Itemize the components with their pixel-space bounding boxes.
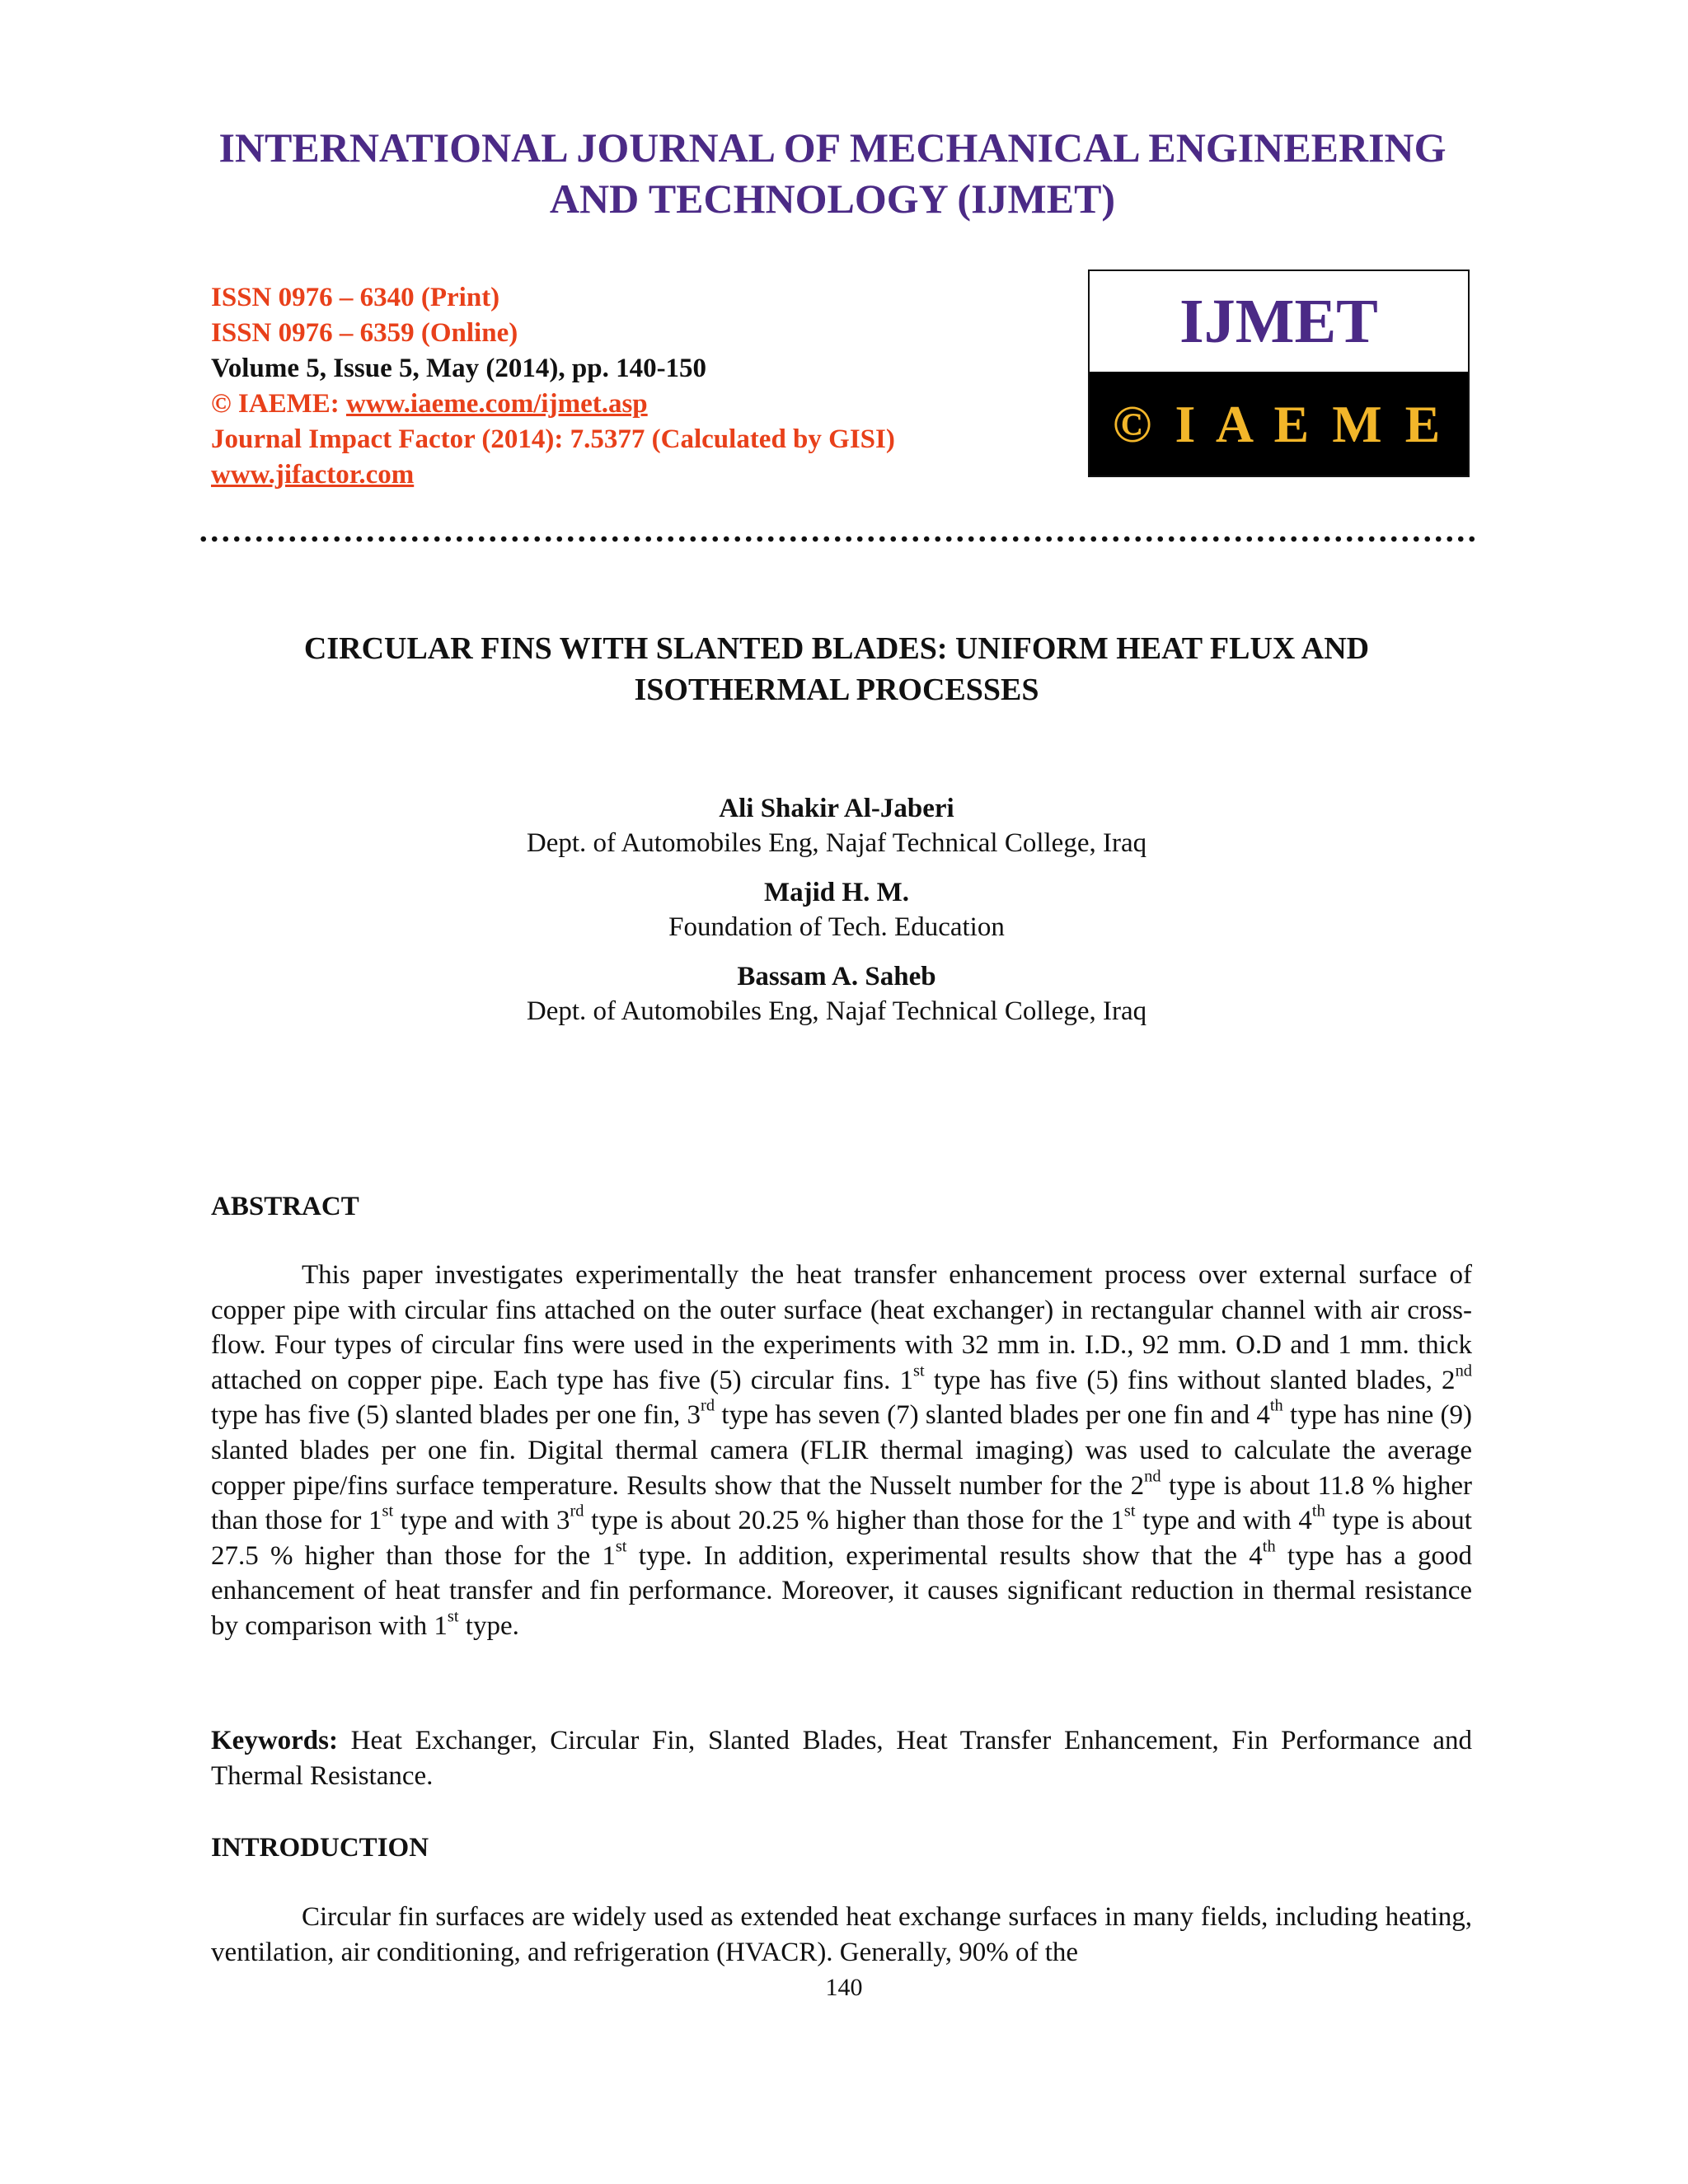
abstract-segment: type has nine (9) slanted blades per one fin. Digital thermal camera (FLIR thermal imaging) was used to calculate the average copper pipe/fins surface temperature. Results show that the Nusselt number for the 2 [211, 1400, 1472, 1501]
jifactor-link[interactable]: www.jifactor.com [211, 460, 415, 490]
abstract-segment: This paper investigates experimentally the heat transfer enhancement process over external surface of copper pipe with circular fins attached on the outer surface (heat exchanger) in rectangular channel with air cross-flow. Four types of circular fins were used in the experiments with 32 mm in. I.D., 92 mm. O.D and 1 mm. thick attached on copper pipe. Each type has five (5) circular fins. 1 [211, 1260, 1472, 1395]
ordinal-suffix: th [1262, 1537, 1276, 1556]
abstract-segment: type. [458, 1610, 519, 1641]
ordinal-suffix: st [913, 1361, 925, 1380]
impact-factor: Journal Impact Factor (2014): 7.5377 (Calculated by GISI) [211, 424, 895, 454]
keywords-paragraph [211, 1723, 1472, 1793]
keywords-label: Keywords: [211, 1726, 338, 1755]
issn-online: ISSN 0976 – 6359 (Online) [211, 318, 518, 348]
iaeme-line [211, 387, 895, 422]
dotted-divider [198, 536, 1475, 542]
author-name: Majid H. M. [764, 878, 909, 907]
journal-title-line1: INTERNATIONAL JOURNAL OF MECHANICAL ENGINEERING [218, 124, 1447, 171]
ordinal-suffix: nd [1455, 1361, 1472, 1380]
journal-title-line2: AND TECHNOLOGY (IJMET) [549, 176, 1116, 222]
introduction-text: Circular fin surfaces are widely used as extended heat exchange surfaces in many fields, including heating, ventilation, air conditioning, and refrigeration (HVACR). Generally, 90% of the [211, 1902, 1472, 1967]
author-affiliation: Dept. of Automobiles Eng, Najaf Technical College, Iraq [526, 996, 1147, 1026]
page-number: 140 [825, 1974, 863, 2001]
ordinal-suffix: st [382, 1502, 394, 1521]
ordinal-suffix: nd [1144, 1467, 1161, 1486]
abstract-segment: type has a good enhancement of heat transfer and fin performance. Moreover, it causes significant reduction in thermal resistance by comparison with 1 [211, 1540, 1473, 1641]
author [247, 875, 1426, 944]
logo-iaeme-text: © I A E M E [1090, 372, 1468, 477]
abstract-segment: type is about 20.25 % higher than those for the 1 [584, 1506, 1124, 1536]
introduction-heading: INTRODUCTION [211, 1833, 429, 1863]
abstract-heading: ABSTRACT [211, 1192, 359, 1221]
iaeme-prefix: © IAEME: [211, 389, 346, 419]
ordinal-suffix: rd [570, 1502, 584, 1521]
paper-title-line2: ISOTHERMAL PROCESSES [634, 673, 1039, 707]
ordinal-suffix: st [447, 1607, 459, 1626]
ordinal-suffix: th [1269, 1397, 1283, 1416]
abstract-segment: type. In addition, experimental results show that the 4 [626, 1540, 1263, 1571]
ijmet-logo [1088, 269, 1470, 477]
volume-info: Volume 5, Issue 5, May (2014), pp. 140-150 [211, 354, 707, 383]
ordinal-suffix: st [615, 1537, 627, 1556]
abstract-segment: type has seven (7) slanted blades per one fin and 4 [715, 1400, 1270, 1431]
logo-ijmet-text: IJMET [1090, 271, 1468, 372]
abstract-text [211, 1258, 1472, 1644]
author-affiliation: Foundation of Tech. Education [668, 912, 1005, 942]
abstract-segment: type has five (5) slanted blades per one fin, 3 [211, 1400, 701, 1431]
paper-title-line1: CIRCULAR FINS WITH SLANTED BLADES: UNIFORM HEAT FLUX AND [303, 631, 1370, 666]
author-name: Ali Shakir Al-Jaberi [719, 794, 954, 823]
ordinal-suffix: th [1311, 1502, 1325, 1521]
author-name: Bassam A. Saheb [737, 962, 936, 991]
author-affiliation: Dept. of Automobiles Eng, Najaf Technical College, Iraq [526, 828, 1147, 858]
author [247, 791, 1426, 860]
ordinal-suffix: rd [701, 1397, 715, 1416]
abstract-segment: type and with 3 [393, 1506, 570, 1536]
iaeme-link[interactable]: www.iaeme.com/ijmet.asp [346, 389, 648, 419]
issn-print: ISSN 0976 – 6340 (Print) [211, 283, 500, 312]
author-list [247, 791, 1426, 1043]
abstract-segment: type is about 27.5 % higher than those for the 1 [211, 1506, 1472, 1571]
ordinal-suffix: st [1123, 1502, 1136, 1521]
abstract-segment: type is about 11.8 % higher than those for 1 [211, 1470, 1472, 1536]
keywords-text: Heat Exchanger, Circular Fin, Slanted Blades, Heat Transfer Enhancement, Fin Performance and Thermal Resistance. [211, 1726, 1472, 1791]
journal-title [165, 122, 1500, 224]
journal-info-block [211, 280, 895, 493]
paper-title [198, 628, 1475, 710]
abstract-segment: type has five (5) fins without slanted blades, 2 [924, 1365, 1456, 1395]
abstract-segment: type and with 4 [1135, 1506, 1312, 1536]
author [247, 959, 1426, 1029]
